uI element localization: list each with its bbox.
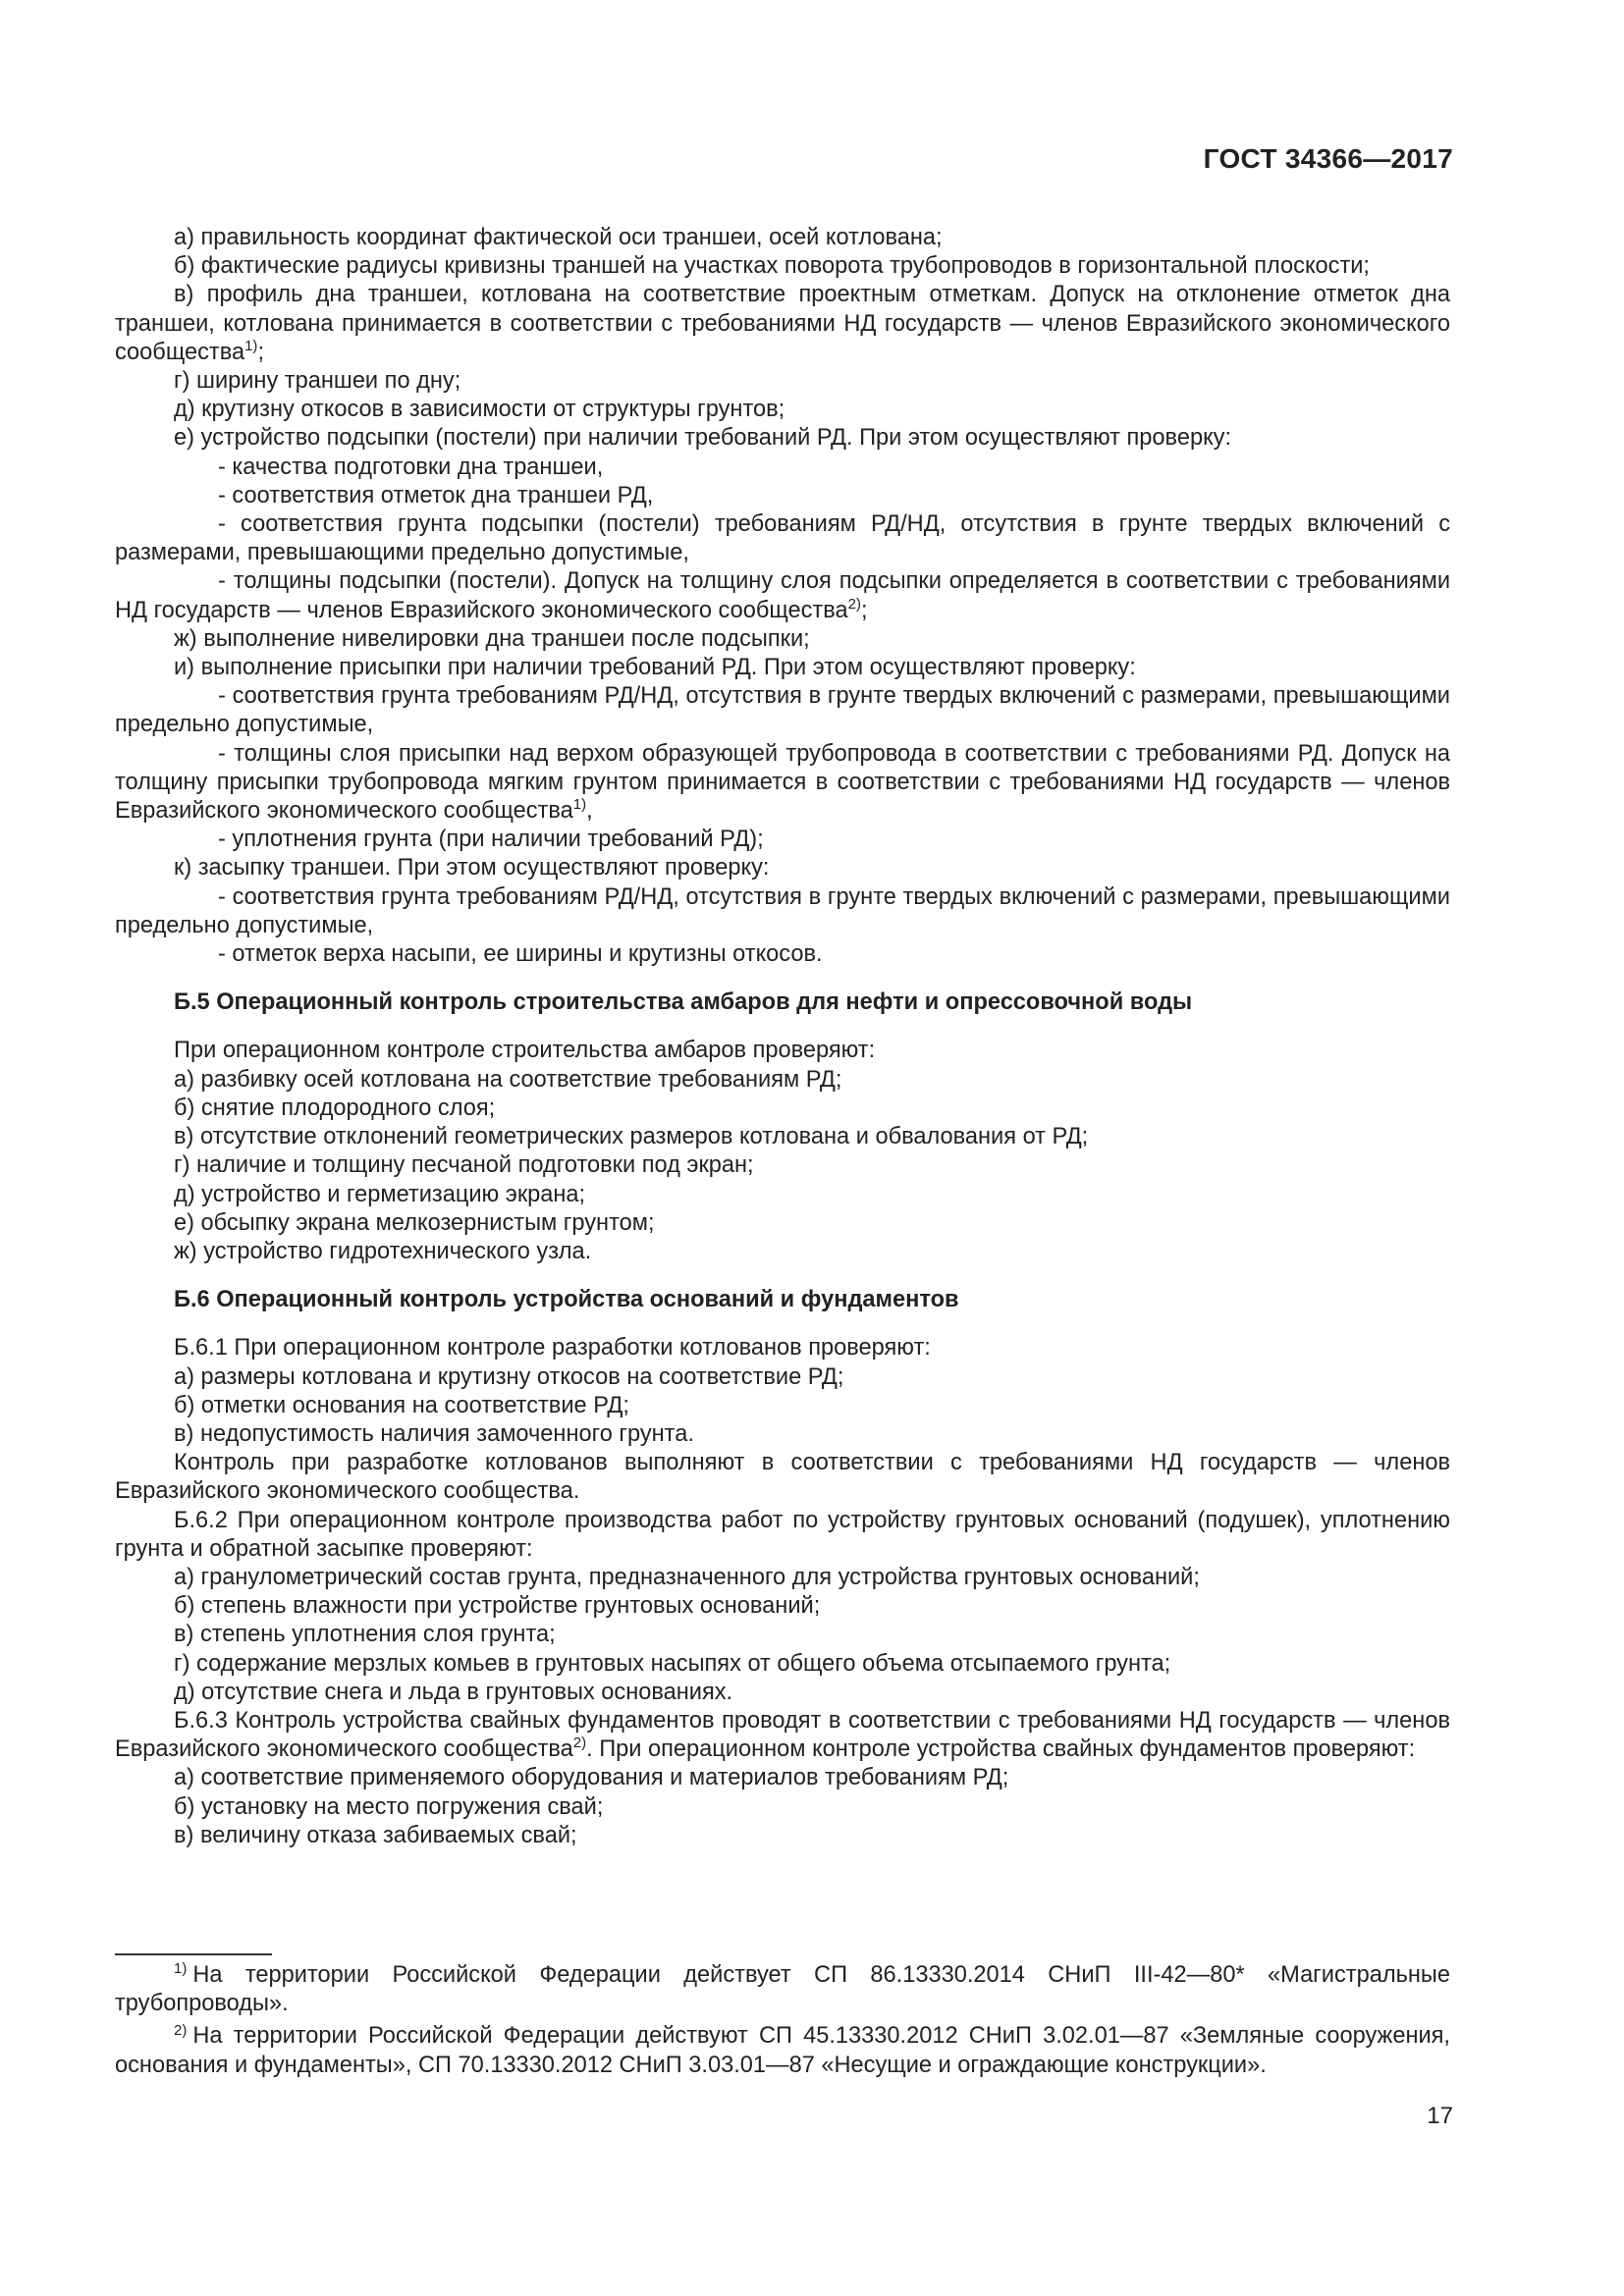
list-item: к) засыпку траншеи. При этом осуществляют проверку: [174, 855, 770, 881]
list-item: а) правильность координат фактической оси траншеи, осей котлована; [174, 225, 943, 250]
list-item-punct: , [586, 798, 593, 825]
footnote [115, 1961, 1450, 2018]
document-body [115, 224, 1450, 1850]
sub-list-item: - уплотнения грунта (при наличии требований РД); [218, 827, 764, 853]
footnote-separator [115, 1953, 272, 1955]
list-item: а) размеры котлована и крутизну откосов на соответствие РД; [174, 1363, 844, 1390]
list-item: и) выполнение присыпки при наличии требований РД. При этом осуществляют проверку: [174, 655, 1136, 681]
sub-list-item: - соответствия грунта подсыпки (постели) требованиям РД/НД, отсутствия в грунте твердых включений с размерами, превышающими предельно допустимые, [115, 511, 1450, 566]
list-item-text: в) профиль дна траншеи, котлована на соответствие проектным отметкам. Допуск на отклонение отметок дна траншеи, котлована принимается в соответствии с требованиями НД государств — членов Евразийского экономического сообщества [115, 282, 1450, 365]
section-heading: Б.6 Операционный контроль устройства оснований и фундаментов [174, 1287, 959, 1313]
list-item-punct: ; [860, 597, 868, 623]
list-item: д) отсутствие снега и льда в грунтовых основаниях. [174, 1679, 733, 1705]
list-item: в) степень уплотнения слоя грунта; [174, 1622, 556, 1648]
list-item [115, 281, 1450, 367]
list-item: б) снятие плодородного слоя; [174, 1095, 496, 1121]
list-item: г) содержание мерзлых комьев в грунтовых насыпях от общего объема отсыпаемого грунта; [174, 1650, 1171, 1677]
list-item: б) установку на место погружения свай; [174, 1793, 604, 1820]
list-item-text: - толщины подсыпки (постели). Допуск на толщину слоя подсыпки определяется в соответствии с требованиями НД государств — членов Евразийского экономического сообщества [115, 568, 1450, 623]
sub-list-item: - качества подготовки дна траншеи, [218, 454, 604, 480]
list-item: д) устройство и герметизацию экрана; [174, 1181, 586, 1207]
footnote-text: На территории Российской Федерации действуют СП 45.13330.2012 СНиП 3.02.01—87 «Земляные сооружения, основания и фундаменты», СП 70.13330.2012 СНиП 3.03.01—87 «Несущие и ограждающие конструкции». [115, 2023, 1450, 2078]
section-heading: Б.5 Операционный контроль строительства амбаров для нефти и опрессовочной воды [174, 989, 1193, 1016]
paragraph: При операционном контроле строительства амбаров проверяют: [174, 1038, 876, 1064]
list-item: г) наличие и толщину песчаной подготовки под экран; [174, 1152, 754, 1179]
footnote-ref: 2) [847, 595, 861, 613]
footnote [115, 2022, 1450, 2079]
sub-list-item [115, 740, 1450, 827]
list-item: б) отметки основания на соответствие РД; [174, 1392, 629, 1418]
list-item: ж) выполнение нивелировки дна траншеи после подсыпки; [174, 625, 810, 652]
list-item: а) разбивку осей котлована на соответствие требованиям РД; [174, 1066, 842, 1093]
list-item-text: - толщины слоя присыпки над верхом образующей трубопровода в соответствии с требованиями РД. Допуск на толщину присыпки трубопровода мягким грунтом принимается в соответствии с требованиями НД государств — членов Евразийского экономического сообщества [115, 740, 1450, 825]
paragraph [115, 1707, 1450, 1764]
list-item: в) отсутствие отклонений геометрических размеров котлована и обвалования от РД; [174, 1124, 1089, 1150]
sub-list-item: - соответствия грунта требованиям РД/НД, отсутствия в грунте твердых включений с размерами, превышающими предельно допустимые, [115, 683, 1450, 738]
list-item: а) гранулометрический состав грунта, предназначенного для устройства грунтовых оснований; [174, 1564, 1200, 1590]
page-number: 17 [1427, 2103, 1453, 2129]
sub-list-item: - отметок верха насыпи, ее ширины и крутизны откосов. [218, 941, 823, 968]
list-item: е) обсыпку экрана мелкозернистым грунтом; [174, 1209, 655, 1236]
list-item-punct: ; [257, 339, 264, 365]
paragraph: Б.6.2 При операционном контроле производства работ по устройству грунтовых оснований (подушек), уплотнению грунта и обратной засыпке проверяют: [115, 1507, 1450, 1562]
list-item: а) соответствие применяемого оборудования и материалов требованиям РД; [174, 1765, 1009, 1791]
list-item: е) устройство подсыпки (постели) при наличии требований РД. При этом осуществляют проверку: [174, 425, 1232, 452]
paragraph: Б.6.1 При операционном контроле разработки котлованов проверяют: [174, 1335, 931, 1362]
footnote-ref: 2) [572, 1735, 587, 1752]
footnotes [115, 1961, 1450, 2084]
list-item: г) ширину траншеи по дну; [174, 368, 461, 395]
sub-list-item: - соответствия грунта требованиям РД/НД, отсутствия в грунте твердых включений с размерами, превышающими предельно допустимые, [115, 883, 1450, 938]
list-item: б) фактические радиусы кривизны траншей на участках поворота трубопроводов в горизонтальной плоскости; [174, 253, 1370, 280]
footnote-ref: 1) [244, 337, 258, 354]
paragraph-text: Б.6.3 Контроль устройства свайных фундаментов проводят в соответствии с требованиями НД государств — членов Евразийского экономического сообщества [115, 1707, 1450, 1763]
list-item: в) величину отказа забиваемых свай; [174, 1822, 577, 1848]
list-item: д) крутизну откосов в зависимости от структуры грунтов; [174, 397, 785, 423]
list-item: б) степень влажности при устройстве грунтовых оснований; [174, 1593, 821, 1620]
sub-list-item: - соответствия отметок дна траншеи РД, [218, 482, 654, 508]
footnote-mark: 2) [174, 2021, 188, 2039]
list-item: в) недопустимость наличия замоченного грунта. [174, 1420, 694, 1447]
paragraph: Контроль при разработке котлованов выполняют в соответствии с требованиями НД государств — членов Евразийского экономического сообщества. [115, 1450, 1450, 1505]
list-item: ж) устройство гидротехнического узла. [174, 1238, 592, 1264]
footnote-ref: 1) [572, 796, 587, 814]
document-header: ГОСТ 34366—2017 [1203, 143, 1453, 174]
paragraph-text: . При операционном контроле устройства свайных фундаментов проверяют: [586, 1736, 1416, 1763]
footnote-mark: 1) [174, 1960, 188, 1978]
sub-list-item [115, 567, 1450, 624]
footnote-text: На территории Российской Федерации действует СП 86.13330.2014 СНиП III-42—80* «Магистральные трубопроводы». [115, 1962, 1450, 2017]
